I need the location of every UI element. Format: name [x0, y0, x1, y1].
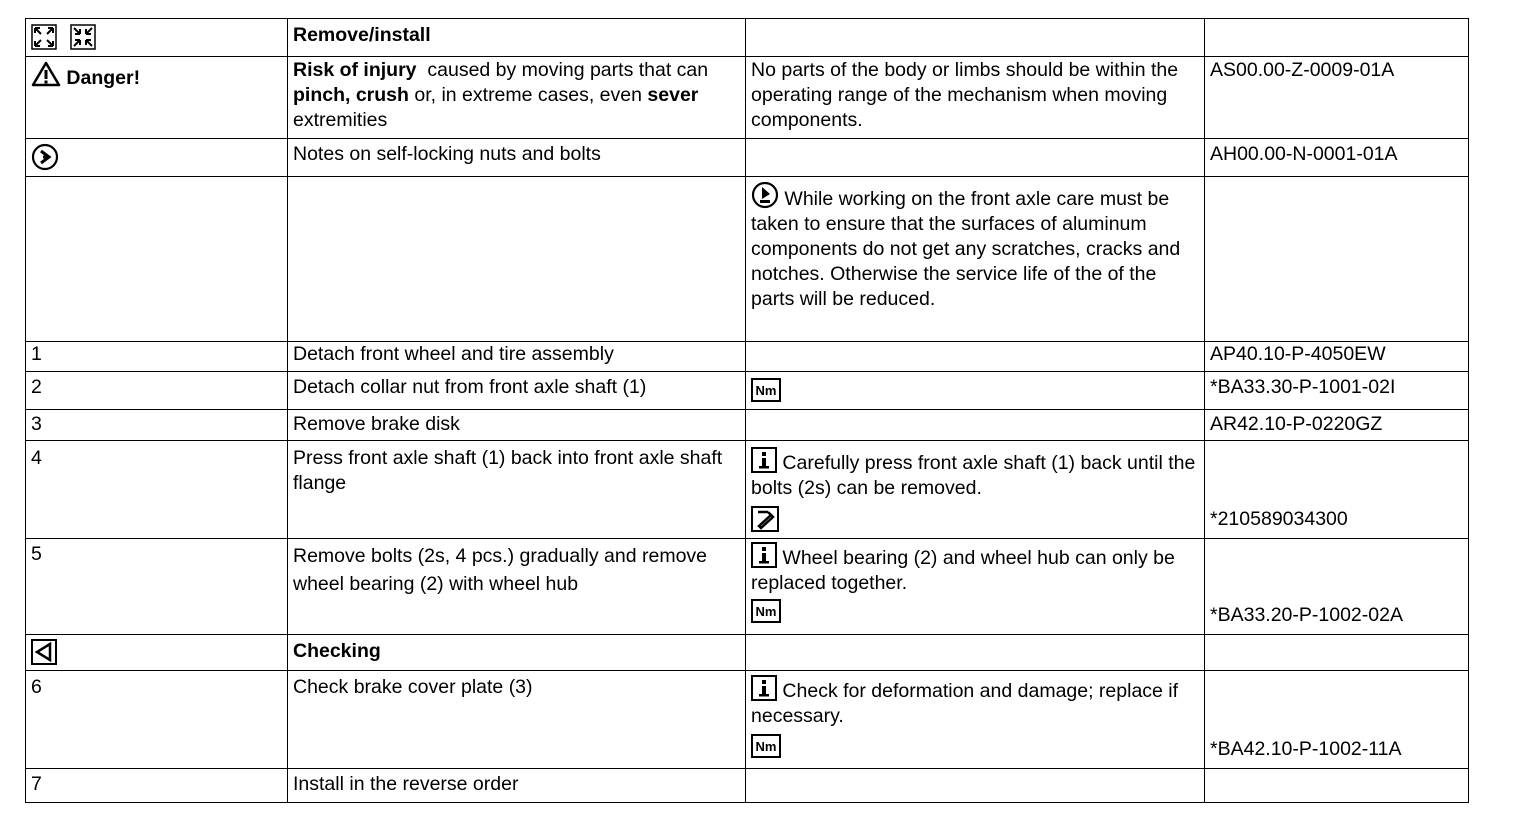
step-number: 4 — [26, 441, 288, 539]
empty-cell — [288, 177, 746, 342]
torque-nm-icon — [751, 734, 781, 758]
step-text: Check brake cover plate (3) — [293, 676, 533, 698]
danger-measure: No parts of the body or limbs should be within the operating range of the mechanism when moving components. — [751, 59, 1179, 131]
step-ref-cell — [1205, 410, 1469, 441]
danger-risk-cell — [288, 57, 746, 139]
header-row — [26, 19, 1469, 57]
notes-text-cell — [288, 139, 746, 177]
torque-nm-icon — [751, 378, 781, 402]
notes-text: Notes on self-locking nuts and bolts — [293, 143, 601, 165]
step-text-cell — [288, 441, 746, 539]
step-number: 7 — [26, 769, 288, 803]
table-row — [26, 441, 1469, 539]
step-text-cell — [288, 410, 746, 441]
special-tool-icon — [751, 506, 779, 532]
risk-text-2: or, in extreme cases, even — [414, 84, 642, 106]
expand-arrows-icon — [31, 24, 57, 50]
table-row — [26, 342, 1469, 372]
step-ref: *BA33.20-P-1002-02A — [1210, 604, 1403, 626]
step-text: Detach collar nut from front axle shaft (1) — [293, 376, 647, 398]
danger-measure-cell — [746, 57, 1205, 139]
step-symbol-cell — [746, 372, 1205, 410]
table-row — [26, 410, 1469, 441]
danger-ref-cell — [1205, 57, 1469, 139]
empty-cell — [1205, 769, 1469, 803]
step-text: Press front axle shaft (1) back into front axle shaft flange — [293, 447, 723, 494]
svg-text:Nm: Nm — [755, 603, 777, 619]
info-i-icon — [751, 675, 777, 701]
step-text-cell — [288, 342, 746, 372]
svg-text:Nm: Nm — [755, 382, 777, 398]
risk-text-3: extremities — [293, 109, 388, 131]
symbol-row — [751, 506, 1199, 532]
empty-cell — [26, 177, 288, 342]
empty-cell — [746, 410, 1205, 441]
table-row — [26, 372, 1469, 410]
step-text: Detach front wheel and tire assembly — [293, 343, 614, 365]
self-locking-nut-icon — [31, 143, 59, 171]
notes-ref-cell — [1205, 139, 1469, 177]
risk-bold-3: sever — [647, 84, 699, 106]
table-row — [26, 769, 1469, 803]
risk-text: caused by moving parts that can — [427, 59, 709, 81]
step-text-cell — [288, 671, 746, 769]
procedure-table — [25, 18, 1469, 803]
checking-row — [26, 635, 1469, 671]
danger-label: Danger! — [66, 67, 141, 89]
danger-ref: AS00.00-Z-0009-01A — [1210, 59, 1395, 81]
step-ref: AR42.10-P-0220GZ — [1210, 413, 1383, 435]
header-icons-cell — [26, 19, 288, 57]
symbol-row — [751, 733, 1199, 758]
notes-row — [26, 139, 1469, 177]
risk-bold-2: pinch, crush — [293, 84, 409, 106]
danger-label-cell — [26, 57, 288, 139]
empty-cell — [1205, 19, 1469, 57]
step-note-cell — [746, 441, 1205, 539]
step-ref: *BA42.10-P-1002-11A — [1210, 738, 1402, 760]
svg-text:Nm: Nm — [755, 738, 777, 754]
info-i-icon — [751, 542, 777, 568]
step-note: Wheel bearing (2) and wheel hub can only be replaced together. — [751, 547, 1175, 594]
empty-cell — [1205, 177, 1469, 342]
warning-triangle-icon — [31, 61, 61, 87]
step-ref-cell — [1205, 342, 1469, 372]
table-row — [26, 539, 1469, 635]
step-text-cell — [288, 539, 746, 635]
empty-cell — [746, 769, 1205, 803]
step-text: Remove brake disk — [293, 413, 460, 435]
notes-ref: AH00.00-N-0001-01A — [1210, 143, 1398, 165]
collapse-arrows-icon — [70, 24, 96, 50]
empty-cell — [746, 139, 1205, 177]
notes-icon-cell — [26, 139, 288, 177]
checking-title-cell — [288, 635, 746, 671]
page-title: Remove/install — [293, 24, 431, 46]
step-number: 2 — [26, 372, 288, 410]
symbol-row — [751, 598, 1199, 623]
caution-hand-icon — [751, 181, 779, 209]
checking-icon-cell — [26, 635, 288, 671]
step-note: Check for deformation and damage; replace if necessary. — [751, 680, 1179, 727]
caution-text: While working on the front axle care must be taken to ensure that the surfaces of aluminum components do not get any scratches, cracks and notches. Otherwise the service life of the of the parts will be reduced. — [751, 188, 1181, 310]
step-ref-cell — [1205, 671, 1469, 769]
header-title-cell — [288, 19, 746, 57]
empty-cell — [1205, 635, 1469, 671]
step-text: Remove bolts (2s, 4 pcs.) gradually and remove wheel bearing (2) with wheel hub — [293, 545, 708, 595]
checking-arrow-icon — [31, 639, 57, 665]
step-text-cell — [288, 372, 746, 410]
step-ref-cell — [1205, 539, 1469, 635]
info-i-icon — [751, 447, 777, 473]
torque-nm-icon — [751, 599, 781, 623]
step-number: 5 — [26, 539, 288, 635]
empty-cell — [746, 635, 1205, 671]
step-note: Carefully press front axle shaft (1) back until the bolts (2s) can be removed. — [751, 452, 1196, 499]
step-ref: AP40.10-P-4050EW — [1210, 343, 1386, 365]
caution-row — [26, 177, 1469, 342]
step-ref-cell — [1205, 372, 1469, 410]
risk-bold: Risk of injury — [293, 59, 417, 81]
danger-row — [26, 57, 1469, 139]
caution-text-cell — [746, 177, 1205, 342]
table-row — [26, 671, 1469, 769]
step-ref-cell — [1205, 441, 1469, 539]
empty-cell — [746, 19, 1205, 57]
empty-cell — [746, 342, 1205, 372]
section-title: Checking — [293, 640, 381, 662]
step-text-cell — [288, 769, 746, 803]
step-number: 3 — [26, 410, 288, 441]
step-number: 6 — [26, 671, 288, 769]
step-ref: *BA33.30-P-1001-02I — [1210, 376, 1396, 398]
step-note-cell — [746, 539, 1205, 635]
step-note-cell — [746, 671, 1205, 769]
step-number: 1 — [26, 342, 288, 372]
step-ref: *210589034300 — [1210, 508, 1348, 530]
step-text: Install in the reverse order — [293, 773, 519, 795]
